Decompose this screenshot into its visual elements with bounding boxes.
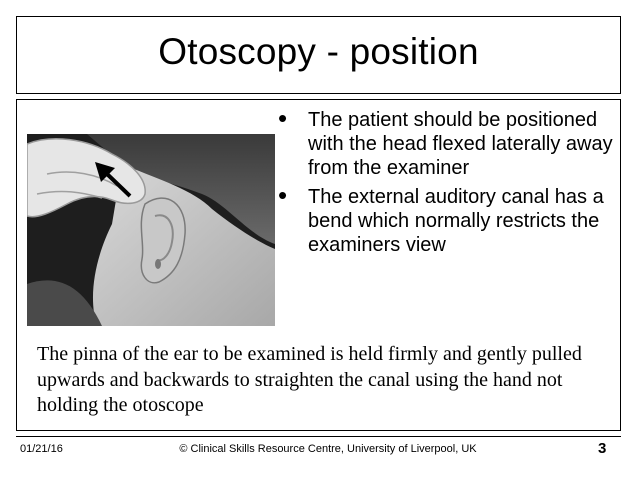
ear-photo-illustration [27, 134, 275, 326]
bullet-item [276, 103, 616, 180]
bullet-dot-icon: • [278, 180, 288, 210]
bullet-text: The external auditory canal has a bend which normally restricts the examiners view [308, 186, 604, 256]
bullet-item [276, 180, 616, 257]
bullet-dot-icon: • [278, 103, 288, 133]
slide-title: Otoscopy - position [158, 31, 479, 72]
footer-credit: © Clinical Skills Resource Centre, University of Liverpool, UK [179, 443, 477, 455]
bullet-list [276, 103, 616, 262]
ear-photo [27, 134, 275, 326]
footer-date: 01/21/16 [20, 443, 63, 455]
footer-divider [16, 436, 621, 437]
page-number: 3 [598, 440, 607, 457]
title-box [16, 16, 621, 94]
photo-caption: The pinna of the ear to be examined is held firmly and gently pulled upwards and backwards to straighten the canal using the hand not holding the otoscope [37, 343, 582, 416]
bullet-text: The patient should be positioned with the head flexed laterally away from the examiner [308, 109, 613, 179]
